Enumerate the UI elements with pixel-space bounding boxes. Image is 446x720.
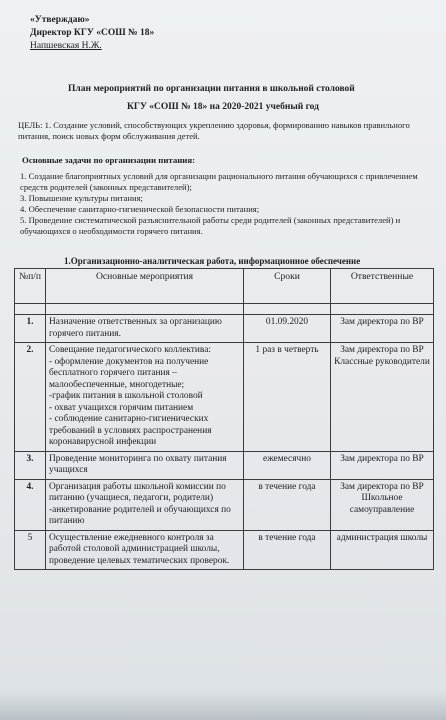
- table-header-row: [15, 269, 434, 304]
- task-item: 5. Проведение систематической разъяснительной работы среди родителей (законных представителей) и обучающихся о необходимости горячего питания.: [20, 215, 401, 236]
- table-row: [15, 315, 434, 343]
- row-date: в течение года: [244, 479, 331, 530]
- table-row: [15, 479, 434, 530]
- row-date: 1 раз в четверть: [244, 343, 331, 452]
- header-date: Сроки: [244, 269, 331, 304]
- plan-table: [14, 268, 434, 570]
- approval-stamp: [30, 14, 154, 53]
- header-event: Основные мероприятия: [46, 269, 244, 304]
- table-spacer-row: [15, 304, 434, 315]
- row-resp: Зам директора по ВР: [331, 451, 434, 479]
- row-resp: Зам директора по ВР: [331, 315, 434, 343]
- row-num: 1.: [15, 315, 46, 343]
- plan-subtitle: КГУ «СОШ № 18» на 2020-2021 учебный год: [127, 102, 319, 112]
- row-date: 01.09.2020: [244, 315, 331, 343]
- approval-line-3: Напшевская Н.Ж.: [30, 41, 102, 51]
- tasks-list: [20, 171, 430, 237]
- header-resp: Ответственные: [331, 269, 434, 304]
- row-date: в течение года: [244, 530, 331, 570]
- plan-title: План мероприятий по организации питания в школьной столовой: [68, 84, 355, 94]
- row-event: Совещание педагогического коллектива: - оформление документов на получение бесплатного горячего питания – малообеспеченные, многодетные; -график питания в школьной столовой - охват учащихся горячим питанием - соблюдение санитарно-гигиенических требований в условиях распространения коронавирусной инфекции: [46, 343, 244, 452]
- row-event: Проведение мониторинга по охвату питания учащихся: [46, 451, 244, 479]
- tasks-heading: Основные задачи по организации питания:: [22, 155, 196, 165]
- row-event: Осуществление ежедневного контроля за работой столовой администрацией школы, проведение целевых тематических проверок.: [46, 530, 244, 570]
- row-num: 3.: [15, 451, 46, 479]
- row-event: Организация работы школьной комиссии по питанию (учащиеся, педагоги, родители) -анкетирование родителей и обучающихся по питанию: [46, 479, 244, 530]
- row-resp: Зам директора по ВР Школьное самоуправление: [331, 479, 434, 530]
- row-resp: администрация школы: [331, 530, 434, 570]
- task-item: 1. Создание благоприятных условий для организации рационального питания обучающихся с привлечением средств родителей (законных представителей);: [20, 171, 418, 192]
- approval-line-2: Директор КГУ «СОШ № 18»: [30, 28, 155, 38]
- row-num: 5: [15, 530, 46, 570]
- page-bottom-shadow: [0, 690, 446, 720]
- row-num: 2.: [15, 343, 46, 452]
- row-num: 4.: [15, 479, 46, 530]
- row-resp: Зам директора по ВР Классные руководители: [331, 343, 434, 452]
- header-num: №п/п: [15, 269, 46, 304]
- table-row: [15, 343, 434, 452]
- table-row: [15, 451, 434, 479]
- row-date: ежемесячно: [244, 451, 331, 479]
- row-event: Назначение ответственных за организацию горячего питания.: [46, 315, 244, 343]
- task-item: 4. Обеспечение санитарно-гигиенической безопасности питания;: [20, 204, 260, 214]
- approval-line-1: «Утверждаю»: [30, 15, 90, 25]
- goal-text: ЦЕЛЬ: 1. Создание условий, способствующих укреплению здоровья, формированию навыков правильного питания, поиск новых форм обслуживания детей.: [18, 120, 410, 141]
- section-heading: 1.Организационно-аналитическая работа, информационное обеспечение: [64, 256, 361, 266]
- task-item: 3. Повышение культуры питания;: [20, 193, 143, 203]
- table-row: [15, 530, 434, 570]
